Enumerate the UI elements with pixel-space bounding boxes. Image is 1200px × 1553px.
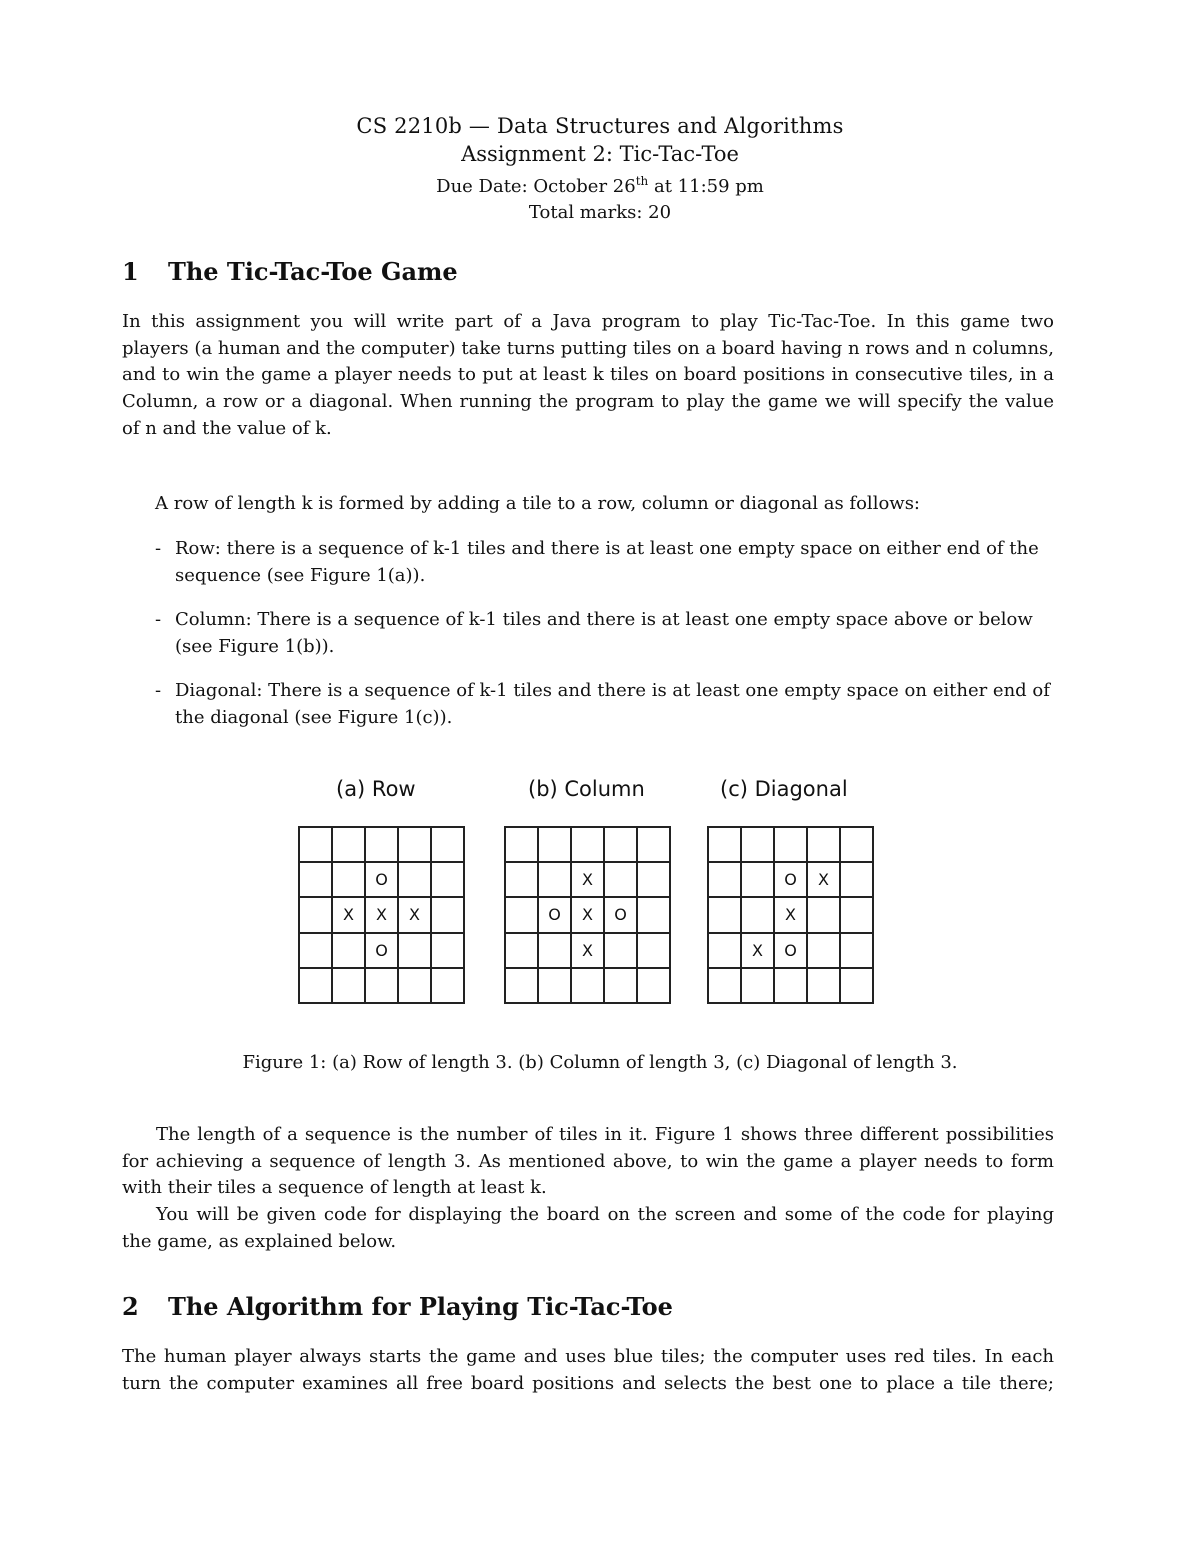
- row-definition: [155, 491, 1055, 518]
- board-column: [504, 826, 671, 1004]
- board-cell: X: [365, 897, 398, 932]
- board-cell: [505, 897, 538, 932]
- due-date-suffix: at 11:59 pm: [648, 176, 764, 197]
- board-cell: [741, 827, 774, 862]
- intro-line: of n and the value of k.: [122, 417, 332, 439]
- board-cell: [365, 968, 398, 1003]
- board-row-4: [299, 968, 464, 1003]
- board-cell: [741, 897, 774, 932]
- board-cell: [840, 897, 873, 932]
- board-cell: [332, 862, 365, 897]
- board-cell: [538, 968, 571, 1003]
- board-cell: [604, 827, 637, 862]
- board-cell: [637, 968, 670, 1003]
- board-row-1: [708, 862, 873, 897]
- board-cell: [332, 933, 365, 968]
- board-cell: [505, 933, 538, 968]
- intro-line: players (a human and the computer) take turns putting tiles on a board having n rows and n columns,: [122, 337, 1054, 359]
- section-2-heading: [122, 1292, 673, 1322]
- bullet-text: Column: There is a sequence of k-1 tiles and there is at least one empty space above or below (see Figure 1(b)).: [175, 609, 1033, 657]
- board-cell: X: [398, 897, 431, 932]
- board-cell: [299, 827, 332, 862]
- length-line: for achieving a sequence of length 3. As mentioned above, to win the game a player needs to form: [122, 1150, 1054, 1172]
- board-row-3: [505, 933, 670, 968]
- board-cell: [708, 897, 741, 932]
- board-cell: [332, 968, 365, 1003]
- board-row: [298, 826, 465, 1004]
- board-cell: [741, 862, 774, 897]
- intro-line: In this assignment you will write part of a Java program to play Tic-Tac-Toe. In this game two: [122, 311, 1054, 332]
- board-cell: X: [571, 897, 604, 932]
- board-cell: [538, 827, 571, 862]
- board-cell: [299, 897, 332, 932]
- board-cell: [538, 933, 571, 968]
- document-header: [0, 112, 1200, 226]
- board-row-0: [299, 827, 464, 862]
- board-row-2: [299, 897, 464, 932]
- length-line: with their tiles a sequence of length at least k.: [122, 1177, 547, 1199]
- board-cell: X: [571, 933, 604, 968]
- length-line: The length of a sequence is the number of tiles in it. Figure 1 shows three different possibilities: [156, 1124, 1054, 1145]
- figure-caption: Figure 1: (a) Row of length 3. (b) Column of length 3, (c) Diagonal of length 3.: [242, 1052, 958, 1073]
- board-cell: X: [807, 862, 840, 897]
- board-cell: [398, 933, 431, 968]
- section-1-number: 1: [122, 257, 139, 286]
- board-cell: [774, 827, 807, 862]
- board-cell: [505, 862, 538, 897]
- board-cell: X: [741, 933, 774, 968]
- board-cell: [840, 827, 873, 862]
- board-cell: [741, 968, 774, 1003]
- section-1-title: The Tic-Tac-Toe Game: [168, 257, 458, 286]
- board-cell: [708, 827, 741, 862]
- bullet-text: Row: there is a sequence of k-1 tiles and there is at least one empty space on either end of the sequence (see Figure 1(a)).: [175, 538, 1039, 586]
- algorithm-paragraph: [122, 1344, 1054, 1397]
- given-line: You will be given code for displaying the board on the screen and some of the code for playing: [156, 1204, 1054, 1226]
- board-row-0: [505, 827, 670, 862]
- section-1-heading: [122, 257, 458, 287]
- intro-line: and to win the game a player needs to put at least k tiles on board positions in consecutive tiles, in a: [122, 364, 1054, 386]
- board-cell: [571, 827, 604, 862]
- board-cell: [807, 827, 840, 862]
- board-row-4: [708, 968, 873, 1003]
- board-row-3: [708, 933, 873, 968]
- board-cell: [807, 968, 840, 1003]
- bullet-dash: -: [155, 538, 162, 559]
- board-cell: [398, 862, 431, 897]
- board-cell: [708, 933, 741, 968]
- board-cell: [299, 968, 332, 1003]
- board-cell: X: [774, 897, 807, 932]
- board-cell: [431, 827, 464, 862]
- board-cell: [637, 862, 670, 897]
- board-cell: [637, 827, 670, 862]
- board-cell: [505, 827, 538, 862]
- board-cell: O: [365, 862, 398, 897]
- board-cell: [299, 933, 332, 968]
- bullet-dash: -: [155, 680, 162, 701]
- board-title-column: (b) Column: [528, 777, 645, 801]
- board-row-2: [708, 897, 873, 932]
- board-cell: [604, 933, 637, 968]
- given-line: the game, as explained below.: [122, 1230, 397, 1252]
- board-title-row: (a) Row: [336, 777, 416, 801]
- board-cell: [431, 968, 464, 1003]
- board-cell: O: [774, 862, 807, 897]
- board-cell: [431, 897, 464, 932]
- board-cell: O: [774, 933, 807, 968]
- board-cell: [637, 933, 670, 968]
- board-cell: [708, 862, 741, 897]
- section-2-number: 2: [122, 1292, 139, 1321]
- board-cell: [774, 968, 807, 1003]
- board-title-diagonal: (c) Diagonal: [720, 777, 848, 801]
- length-paragraph: [122, 1122, 1054, 1256]
- board-cell: X: [332, 897, 365, 932]
- bullet-item-column: [155, 606, 1055, 660]
- due-date-superscript: th: [635, 174, 649, 188]
- board-cell: O: [365, 933, 398, 968]
- board-row-1: [299, 862, 464, 897]
- due-date: [0, 168, 1200, 200]
- board-cell: X: [571, 862, 604, 897]
- board-cell: [299, 862, 332, 897]
- board-cell: [840, 968, 873, 1003]
- board-cell: [538, 862, 571, 897]
- board-row-2: [505, 897, 670, 932]
- bullet-text: Diagonal: There is a sequence of k-1 tiles and there is at least one empty space on either end of the diagonal (see Figure 1(c)).: [175, 680, 1050, 728]
- board-cell: [840, 862, 873, 897]
- bullet-item-row: [155, 535, 1055, 589]
- board-row-1: [505, 862, 670, 897]
- board-row-3: [299, 933, 464, 968]
- algorithm-line: The human player always starts the game and uses blue tiles; the computer uses red tiles. In each: [122, 1346, 1054, 1367]
- assignment-title: Assignment 2: Tic-Tac-Toe: [461, 142, 739, 166]
- board-cell: O: [604, 897, 637, 932]
- board-row-0: [708, 827, 873, 862]
- board-diagonal: [707, 826, 874, 1004]
- board-cell: [505, 968, 538, 1003]
- board-cell: [365, 827, 398, 862]
- figure-1: [0, 770, 1200, 1020]
- algorithm-line: turn the computer examines all free board positions and selects the best one to place a tile there;: [122, 1372, 1054, 1394]
- board-cell: [604, 862, 637, 897]
- board-cell: [431, 933, 464, 968]
- due-date-prefix: Due Date: October 26: [436, 176, 636, 197]
- board-cell: [807, 933, 840, 968]
- board-row-4: [505, 968, 670, 1003]
- board-cell: [708, 968, 741, 1003]
- board-cell: [398, 968, 431, 1003]
- board-cell: [332, 827, 365, 862]
- total-marks: Total marks: 20: [528, 202, 672, 223]
- board-cell: O: [538, 897, 571, 932]
- board-cell: [807, 897, 840, 932]
- section-2-title: The Algorithm for Playing Tic-Tac-Toe: [168, 1292, 673, 1321]
- course-title: CS 2210b — Data Structures and Algorithms: [356, 114, 844, 138]
- board-cell: [604, 968, 637, 1003]
- bullet-dash: -: [155, 609, 162, 630]
- bullet-list: [155, 535, 1055, 748]
- row-definition-text: A row of length k is formed by adding a tile to a row, column or diagonal as follows:: [155, 493, 920, 514]
- board-cell: [840, 933, 873, 968]
- board-cell: [571, 968, 604, 1003]
- intro-line: Column, a row or a diagonal. When running the program to play the game we will specify the value: [122, 391, 1054, 413]
- board-cell: [637, 897, 670, 932]
- board-cell: [431, 862, 464, 897]
- intro-paragraph: [122, 309, 1054, 443]
- board-cell: [398, 827, 431, 862]
- bullet-item-diagonal: [155, 677, 1055, 731]
